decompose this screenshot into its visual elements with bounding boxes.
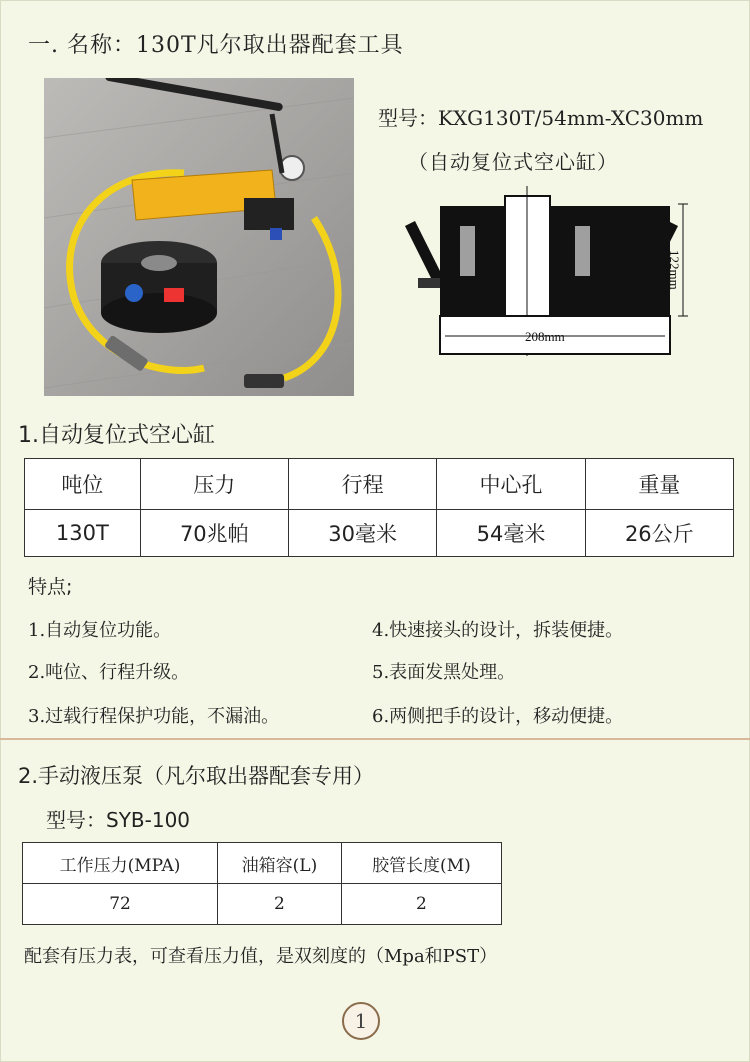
- table-cell: 130T: [25, 510, 141, 557]
- product-model: 型号：KXG130T/54mm-XC30mm: [378, 106, 704, 130]
- table-cell: 30毫米: [288, 510, 436, 557]
- table-cell: 2: [218, 884, 342, 925]
- cylinder-spec-table: [24, 458, 734, 557]
- page-title: 一. 名称：130T凡尔取出器配套工具: [28, 33, 404, 58]
- table-header: 重量: [585, 459, 733, 510]
- table-header: 吨位: [25, 459, 141, 510]
- dim-width-label: 208mm: [525, 329, 565, 344]
- dim-height-label: 122mm: [667, 250, 682, 290]
- table-header: 中心孔: [437, 459, 585, 510]
- feature-item: 6.两侧把手的设计，移动便捷。: [372, 706, 624, 727]
- table-cell: 2: [341, 884, 501, 925]
- table-cell: 54毫米: [437, 510, 585, 557]
- table-header-row: [25, 459, 734, 510]
- product-photo: [44, 78, 354, 396]
- table-header: 油箱容(L): [218, 843, 342, 884]
- table-header-row: [23, 843, 502, 884]
- table-cell: 26公斤: [585, 510, 733, 557]
- table-header: 压力: [140, 459, 288, 510]
- pump-model: 型号：SYB-100: [46, 808, 191, 832]
- feature-item: 1.自动复位功能。: [28, 620, 172, 641]
- section-divider: [0, 738, 750, 740]
- feature-item: 3.过载行程保护功能，不漏油。: [28, 706, 280, 727]
- product-type: （自动复位式空心缸）: [408, 150, 618, 174]
- page-number: 1: [342, 1002, 380, 1040]
- section2-title: 2.手动液压泵（凡尔取出器配套专用）: [18, 764, 375, 788]
- pump-spec-table: [22, 842, 502, 925]
- table-cell: 70兆帕: [140, 510, 288, 557]
- table-row: [25, 510, 734, 557]
- pump-note: 配套有压力表，可查看压力值，是双刻度的（Mpa和PST）: [24, 946, 498, 967]
- table-header: 胶管长度(M): [341, 843, 501, 884]
- table-row: [23, 884, 502, 925]
- cylinder-drawing: [400, 186, 700, 366]
- table-cell: 72: [23, 884, 218, 925]
- feature-item: 2.吨位、行程升级。: [28, 662, 190, 683]
- feature-item: 5.表面发黑处理。: [372, 662, 516, 683]
- feature-item: 4.快速接头的设计，拆装便捷。: [372, 620, 624, 641]
- features-title: 特点;: [28, 576, 73, 598]
- section1-title: 1.自动复位式空心缸: [18, 423, 215, 448]
- table-header: 行程: [288, 459, 436, 510]
- table-header: 工作压力(MPA): [23, 843, 218, 884]
